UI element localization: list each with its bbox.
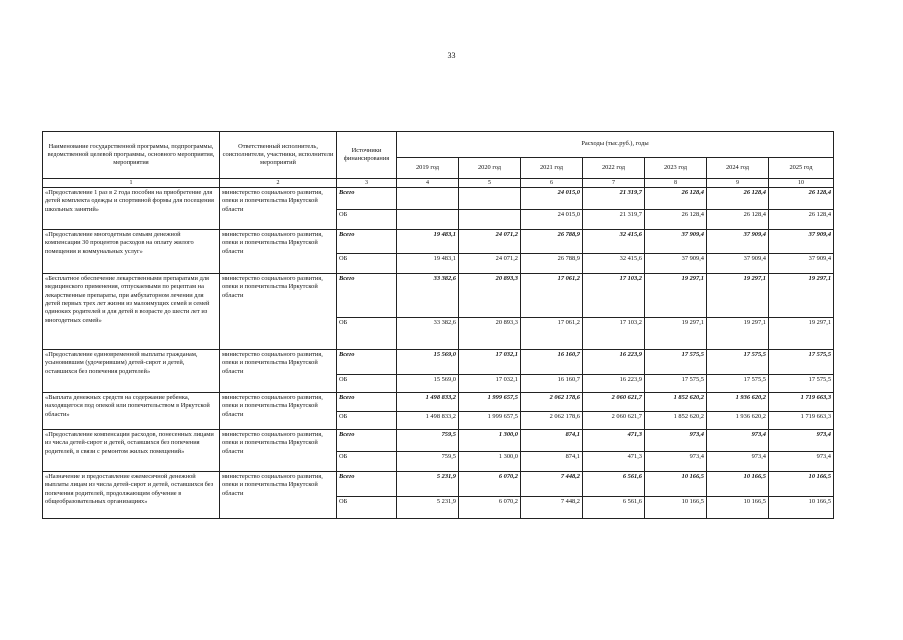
regional-budget-value: 32 415,6 [583, 254, 645, 274]
measure-name: «Предоставление единовременной выплаты гражданам, усыновившим (удочерившим) детей-сирот и детей, оставшихся без попечения родителей» [43, 350, 220, 393]
regional-budget-value: 19 483,1 [397, 254, 459, 274]
regional-budget-value [397, 210, 459, 230]
table-row-total [43, 188, 834, 210]
column-number: 5 [459, 179, 521, 188]
total-value: 21 319,7 [583, 188, 645, 210]
total-value: 973,4 [769, 430, 834, 452]
table-row-total [43, 230, 834, 254]
responsible-executor: министерство социального развития, опеки и попечительства Иркутской области [220, 274, 337, 350]
regional-budget-value: 5 231,9 [397, 497, 459, 519]
total-value: 37 909,4 [769, 230, 834, 254]
funding-source-regional-budget: ОБ [337, 254, 397, 274]
column-number: 3 [337, 179, 397, 188]
total-value: 19 297,1 [769, 274, 834, 318]
header-funding-source: Источники финансирования [337, 132, 397, 179]
total-value: 1 936 620,2 [707, 393, 769, 412]
total-value: 24 071,2 [459, 230, 521, 254]
header-year: 2024 год [707, 158, 769, 179]
regional-budget-value: 973,4 [707, 452, 769, 472]
regional-budget-value: 26 788,9 [521, 254, 583, 274]
column-number: 9 [707, 179, 769, 188]
total-value: 37 909,4 [707, 230, 769, 254]
regional-budget-value: 19 297,1 [707, 318, 769, 350]
regional-budget-value: 20 893,3 [459, 318, 521, 350]
column-number: 6 [521, 179, 583, 188]
regional-budget-value: 7 448,2 [521, 497, 583, 519]
regional-budget-value: 15 569,0 [397, 375, 459, 393]
regional-budget-value: 17 061,2 [521, 318, 583, 350]
total-value: 16 160,7 [521, 350, 583, 375]
total-value: 471,3 [583, 430, 645, 452]
total-value: 1 852 620,2 [645, 393, 707, 412]
responsible-executor: министерство социального развития, опеки и попечительства Иркутской области [220, 472, 337, 519]
column-number: 1 [43, 179, 220, 188]
measure-name: «Назначение и предоставление ежемесячной денежной выплаты лицам из числа детей-сирот и детей, оставшихся без попечения родителей, продолжающим обучение в общеобразовательных организациях» [43, 472, 220, 519]
funding-source-total: Всего [337, 188, 397, 210]
funding-source-regional-budget: ОБ [337, 412, 397, 430]
column-number: 7 [583, 179, 645, 188]
regional-budget-value: 19 297,1 [769, 318, 834, 350]
regional-budget-value: 24 071,2 [459, 254, 521, 274]
funding-source-total: Всего [337, 274, 397, 318]
header-program-name: Наименование государственной программы, подпрограммы, ведомственной целевой программы, основного мероприятия, мероприятия [43, 132, 220, 179]
measure-name: «Выплата денежных средств на содержание ребенка, находящегося под опекой или попечительством в Иркутской области» [43, 393, 220, 430]
total-value: 17 575,5 [707, 350, 769, 375]
total-value: 10 166,5 [645, 472, 707, 497]
total-value: 17 575,5 [769, 350, 834, 375]
regional-budget-value: 1 498 833,2 [397, 412, 459, 430]
table-row-total [43, 472, 834, 497]
total-value: 759,5 [397, 430, 459, 452]
expenses-table [42, 131, 834, 519]
regional-budget-value: 17 575,5 [645, 375, 707, 393]
table-row-total [43, 430, 834, 452]
header-year: 2021 год [521, 158, 583, 179]
measure-name: «Предоставление 1 раз в 2 года пособия на приобретение для детей комплекта одежды и спортивной формы для посещения школьных занятий» [43, 188, 220, 230]
table-row-total [43, 350, 834, 375]
regional-budget-value: 16 160,7 [521, 375, 583, 393]
regional-budget-value: 26 128,4 [769, 210, 834, 230]
total-value: 17 575,5 [645, 350, 707, 375]
regional-budget-value: 2 062 178,6 [521, 412, 583, 430]
total-value: 26 128,4 [645, 188, 707, 210]
header-executor: Ответственный исполнитель, соисполнители, участники, исполнители мероприятий [220, 132, 337, 179]
total-value: 17 103,2 [583, 274, 645, 318]
total-value: 32 415,6 [583, 230, 645, 254]
regional-budget-value: 17 575,5 [707, 375, 769, 393]
total-value: 5 231,9 [397, 472, 459, 497]
responsible-executor: министерство социального развития, опеки и попечительства Иркутской области [220, 430, 337, 472]
table-row-total [43, 274, 834, 318]
regional-budget-value: 1 999 657,5 [459, 412, 521, 430]
responsible-executor: министерство социального развития, опеки и попечительства Иркутской области [220, 188, 337, 230]
regional-budget-value: 37 909,4 [645, 254, 707, 274]
regional-budget-value [459, 210, 521, 230]
total-value: 26 128,4 [769, 188, 834, 210]
total-value: 24 015,0 [521, 188, 583, 210]
total-value: 973,4 [707, 430, 769, 452]
total-value: 17 032,1 [459, 350, 521, 375]
measure-name: «Предоставление компенсации расходов, понесенных лицами из числа детей-сирот и детей, оставшихся без попечения родителей, в связи с ремонтом жилых помещений» [43, 430, 220, 472]
regional-budget-value: 1 936 620,2 [707, 412, 769, 430]
total-value: 1 300,0 [459, 430, 521, 452]
regional-budget-value: 21 319,7 [583, 210, 645, 230]
total-value: 10 166,5 [769, 472, 834, 497]
regional-budget-value: 1 719 663,3 [769, 412, 834, 430]
funding-source-total: Всего [337, 350, 397, 375]
regional-budget-value: 759,5 [397, 452, 459, 472]
funding-source-total: Всего [337, 430, 397, 452]
funding-source-total: Всего [337, 393, 397, 412]
regional-budget-value: 26 128,4 [707, 210, 769, 230]
regional-budget-value: 17 032,1 [459, 375, 521, 393]
total-value: 1 999 657,5 [459, 393, 521, 412]
funding-source-total: Всего [337, 230, 397, 254]
regional-budget-value: 10 166,5 [769, 497, 834, 519]
regional-budget-value: 2 060 621,7 [583, 412, 645, 430]
total-value: 19 297,1 [707, 274, 769, 318]
responsible-executor: министерство социального развития, опеки и попечительства Иркутской области [220, 230, 337, 274]
regional-budget-value: 37 909,4 [769, 254, 834, 274]
total-value: 1 719 663,3 [769, 393, 834, 412]
funding-source-regional-budget: ОБ [337, 318, 397, 350]
header-year: 2020 год [459, 158, 521, 179]
funding-source-regional-budget: ОБ [337, 210, 397, 230]
total-value: 26 128,4 [707, 188, 769, 210]
regional-budget-value: 973,4 [769, 452, 834, 472]
total-value: 19 297,1 [645, 274, 707, 318]
regional-budget-value: 37 909,4 [707, 254, 769, 274]
total-value: 2 060 621,7 [583, 393, 645, 412]
total-value: 7 448,2 [521, 472, 583, 497]
funding-source-regional-budget: ОБ [337, 452, 397, 472]
total-value: 19 483,1 [397, 230, 459, 254]
responsible-executor: министерство социального развития, опеки и попечительства Иркутской области [220, 350, 337, 393]
header-year: 2025 год [769, 158, 834, 179]
total-value: 10 166,5 [707, 472, 769, 497]
measure-name: «Бесплатное обеспечение лекарственными препаратами для медицинского применения, отпускаемыми по рецептам на лекарственные препараты, при амбулаторном лечении для детей первых трех лет жизни из малоимущих семей и семей одиноких родителей и для детей в возрасте до шести лет из многодетных семей» [43, 274, 220, 350]
regional-budget-value: 471,3 [583, 452, 645, 472]
total-value: 17 061,2 [521, 274, 583, 318]
total-value: 973,4 [645, 430, 707, 452]
column-number: 2 [220, 179, 337, 188]
funding-source-regional-budget: ОБ [337, 497, 397, 519]
total-value: 2 062 178,6 [521, 393, 583, 412]
header-year: 2023 год [645, 158, 707, 179]
total-value: 16 223,9 [583, 350, 645, 375]
total-value [397, 188, 459, 210]
total-value: 874,1 [521, 430, 583, 452]
regional-budget-value: 1 300,0 [459, 452, 521, 472]
header-year: 2019 год [397, 158, 459, 179]
regional-budget-value: 10 166,5 [645, 497, 707, 519]
regional-budget-value: 874,1 [521, 452, 583, 472]
regional-budget-value: 973,4 [645, 452, 707, 472]
regional-budget-value: 26 128,4 [645, 210, 707, 230]
total-value: 6 070,2 [459, 472, 521, 497]
total-value: 6 561,6 [583, 472, 645, 497]
regional-budget-value: 17 103,2 [583, 318, 645, 350]
regional-budget-value: 16 223,9 [583, 375, 645, 393]
regional-budget-value: 19 297,1 [645, 318, 707, 350]
funding-source-regional-budget: ОБ [337, 375, 397, 393]
measure-name: «Предоставление многодетным семьям денежной компенсации 30 процентов расходов на оплату жилого помещения и коммунальных услуг» [43, 230, 220, 274]
column-number: 4 [397, 179, 459, 188]
page-number: 33 [447, 51, 456, 60]
header-expenses: Расходы (тыс.руб.), годы [397, 132, 834, 158]
total-value: 33 382,6 [397, 274, 459, 318]
column-number: 10 [769, 179, 834, 188]
total-value: 1 498 833,2 [397, 393, 459, 412]
column-number: 8 [645, 179, 707, 188]
regional-budget-value: 17 575,5 [769, 375, 834, 393]
total-value: 20 893,3 [459, 274, 521, 318]
total-value: 37 909,4 [645, 230, 707, 254]
funding-source-total: Всего [337, 472, 397, 497]
regional-budget-value: 6 070,2 [459, 497, 521, 519]
regional-budget-value: 1 852 620,2 [645, 412, 707, 430]
table-row-total [43, 393, 834, 412]
regional-budget-value: 10 166,5 [707, 497, 769, 519]
regional-budget-value: 24 015,0 [521, 210, 583, 230]
regional-budget-value: 33 382,6 [397, 318, 459, 350]
responsible-executor: министерство социального развития, опеки и попечительства Иркутской области [220, 393, 337, 430]
header-year: 2022 год [583, 158, 645, 179]
total-value: 26 788,9 [521, 230, 583, 254]
total-value [459, 188, 521, 210]
total-value: 15 569,0 [397, 350, 459, 375]
regional-budget-value: 6 561,6 [583, 497, 645, 519]
